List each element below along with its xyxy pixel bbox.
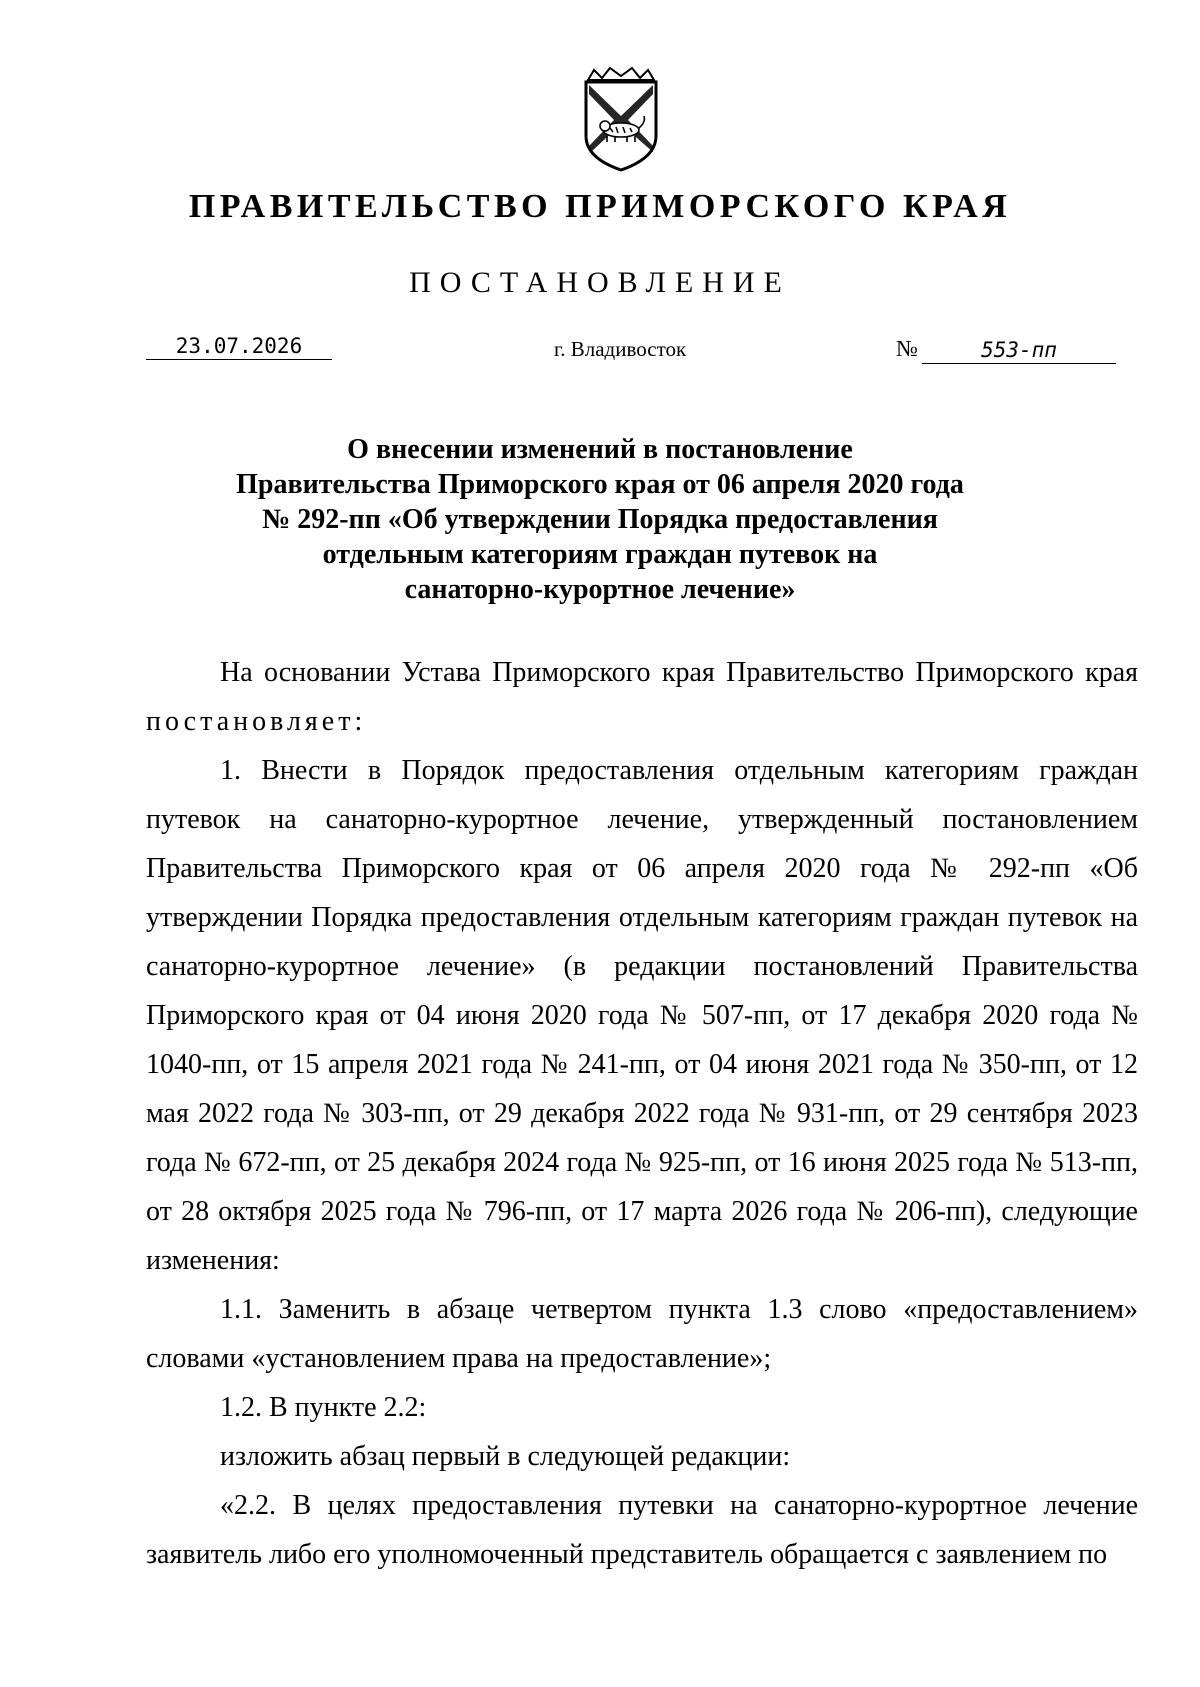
body-paragraph: 1.1. Заменить в абзаце четвертом пункта 1.3 слово «предоставлением» словами «установлением права на предоставление»; <box>146 1294 1138 1374</box>
body-paragraph: изложить абзац первый в следующей редакции: <box>220 1441 791 1472</box>
document-number: 553-пп <box>922 338 1116 364</box>
primorsky-krai-coat-of-arms-icon <box>582 66 660 174</box>
document-type: ПОСТАНОВЛЕНИЕ <box>409 266 791 299</box>
body-paragraph: 1.2. В пункте 2.2: <box>220 1392 427 1423</box>
document-body <box>146 648 1138 1579</box>
title-line: № 292-пп «Об утверждении Порядка предоставления <box>262 504 938 535</box>
body-paragraph: «2.2. В целях предоставления путевки на санаторно-курортное лечение заявитель либо его уполномоченный представитель обращается с заявлением по <box>146 1490 1138 1570</box>
preamble-verb: постановляет: <box>146 706 367 737</box>
preamble-text: На основании Устава Приморского края Правительство Приморского края <box>220 657 1138 688</box>
document-number-label: № <box>896 336 918 361</box>
title-line: санаторно-курортное лечение» <box>404 574 796 605</box>
title-line: отдельным категориям граждан путевок на <box>322 539 878 570</box>
title-line: О внесении изменений в постановление <box>347 434 853 465</box>
title-line: Правительства Приморского края от 06 апреля 2020 года <box>236 469 964 500</box>
organization-name: ПРАВИТЕЛЬСТВО ПРИМОРСКОГО КРАЯ <box>188 188 1012 225</box>
document-city: г. Владивосток <box>554 337 687 361</box>
body-paragraph: 1. Внести в Порядок предоставления отдельным категориям граждан путевок на санаторно-курортное лечение, утвержденный постановлением Правительства Приморского края от 06 апреля 2020 года № 292-пп «Об утверждении Порядка предоставления отдельным категориям граждан путевок на санаторно-курортное лечение» (в редакции постановлений Правительства Приморского края от 04 июня 2020 года № 507-пп, от 17 декабря 2020 года № 1040-пп, от 15 апреля 2021 года № 241-пп, от 04 июня 2021 года № 350-пп, от 12 мая 2022 года № 303-пп, от 29 декабря 2022 года № 931-пп, от 29 сентября 2023 года № 672-пп, от 25 декабря 2024 года № 925-пп, от 16 июня 2025 года № 513-пп, от 28 октября 2025 года № 796-пп, от 17 марта 2026 года № 206-пп), следующие изменения: <box>146 755 1138 1276</box>
document-date: 23.07.2026 <box>146 334 332 360</box>
preamble-paragraph <box>146 648 1138 746</box>
document-title <box>230 432 970 607</box>
